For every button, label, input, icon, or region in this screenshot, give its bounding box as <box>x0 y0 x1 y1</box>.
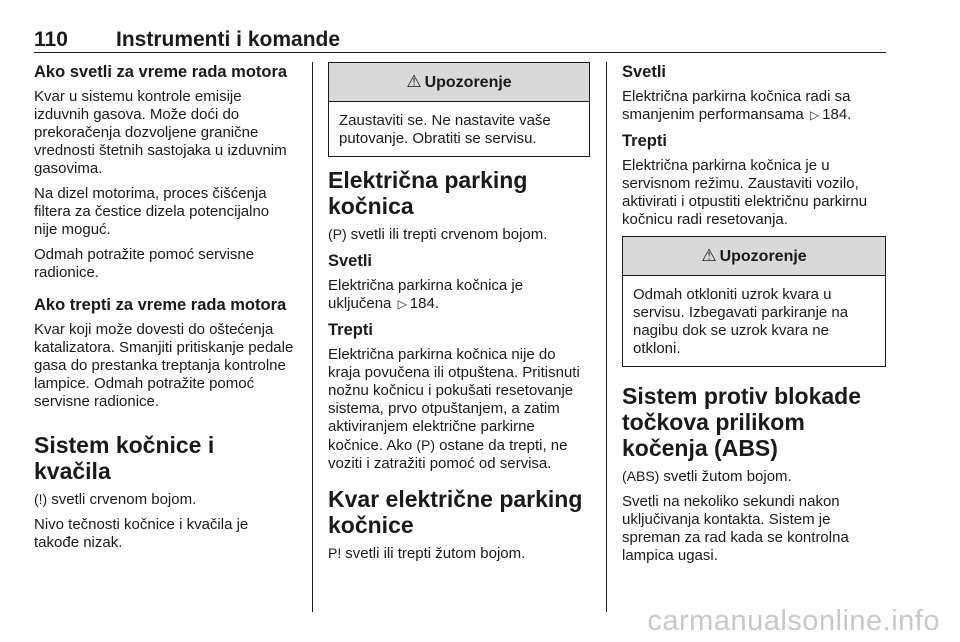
column-divider-right <box>606 62 607 612</box>
reduced-performance-text: Električna parkirna kočnica radi sa smanjenim performansama <box>622 88 851 123</box>
epb-flashing-text: Električna parkirna kočnica nije do kraja povučena ili otpuštena. Pritisnuti nožnu kočnicu i pokušati resetovanje sistema, prvo otpuštanjem, a zatim aktiviranjem električne parkirne kočnice. Ako <box>328 346 580 454</box>
epb-fault-lamp-text: svetli ili trepti žutom bojom. <box>345 545 526 562</box>
page-title: Instrumenti i komande <box>116 28 341 51</box>
epb-engaged-text: Električna parkirna kočnica je uključena <box>328 277 524 312</box>
paragraph-epb-fault-lamp <box>328 544 590 563</box>
page-number: 110 <box>34 28 68 51</box>
paragraph-epb-flashing <box>328 346 590 473</box>
paragraph-epb-engaged <box>328 277 590 313</box>
brake-warning-icon: (!) <box>34 491 48 507</box>
warning-title: Upozorenje <box>424 74 512 91</box>
parking-brake-fault-icon: P! <box>328 545 342 561</box>
paragraph-seek-service: Odmah potražite pomoć servisne radionice. <box>34 246 255 281</box>
page-reference-icon: ▷ <box>397 297 407 311</box>
paragraph-reduced-performance <box>622 88 886 124</box>
paragraph-brake-lamp <box>34 490 296 509</box>
section-brake-clutch: Sistem kočnice i kvačila <box>34 432 215 484</box>
warning-box-stop <box>328 62 590 157</box>
warning-text: Odmah otkloniti uzrok kvara u servisu. Izbegavati parkiranje na nagibu dok se uzrok kvara ne otkloni. <box>633 286 849 357</box>
warning-triangle-icon: ⚠ <box>406 72 422 91</box>
warning-text: Zaustaviti se. Ne nastavite vaše putovanje. Obratiti se servisu. <box>339 112 551 147</box>
column-2 <box>328 62 590 570</box>
column-1 <box>34 62 296 559</box>
column-3 <box>622 62 886 572</box>
epb-flashing-text-end: ostane da trepti, ne voziti i zatražiti pomoć od servisa. <box>328 437 568 472</box>
watermark: carmanualsonline.info <box>647 605 940 637</box>
heading-lit: Svetli <box>622 63 667 81</box>
paragraph-emission-fault: Kvar u sistemu kontrole emisije izduvnih gasova. Može doći do prekoračenja dozvoljene granične vrednosti štetnih sastojaka u izduvnim gasovima. <box>34 88 287 177</box>
paragraph-diesel-filter: Na dizel motorima, proces čišćenja filtera za čestice dizela potencijalno nije moguć. <box>34 185 270 238</box>
warning-header <box>623 237 885 276</box>
page-reference: 184. <box>822 106 852 123</box>
heading-engine-flashing: Ako trepti za vreme rada motora <box>34 296 287 314</box>
warning-triangle-icon: ⚠ <box>701 246 717 265</box>
section-epb-fault: Kvar električne parking kočnice <box>328 486 583 538</box>
paragraph-abs-lamp <box>622 467 886 486</box>
paragraph-service-mode: Električna parkirna kočnica je u servisnom režimu. Zaustaviti vozilo, aktivirati i otpustiti električnu parkirnu kočnicu radi resetovanja. <box>622 157 868 228</box>
heading-lit: Svetli <box>328 252 373 270</box>
brake-lamp-text: svetli crvenom bojom. <box>51 491 197 508</box>
heading-flashing: Trepti <box>328 321 373 339</box>
parking-brake-icon: (P) <box>416 437 436 453</box>
page-reference: 184. <box>409 295 439 312</box>
paragraph-fluid-level: Nivo tečnosti kočnice i kvačila je takođe nizak. <box>34 516 249 551</box>
warning-box-fault <box>622 236 886 367</box>
parking-brake-icon: (P) <box>328 226 347 242</box>
section-abs: Sistem protiv blokade točkova prilikom kočenja (ABS) <box>622 383 862 461</box>
page-header <box>34 28 886 53</box>
warning-title: Upozorenje <box>719 248 807 265</box>
heading-flashing: Trepti <box>622 132 667 150</box>
warning-header <box>329 63 589 102</box>
abs-icon: (ABS) <box>622 468 660 484</box>
section-electric-parking-brake: Električna parking kočnica <box>328 167 528 219</box>
paragraph-epb-lamp <box>328 225 590 244</box>
paragraph-abs-startup: Svetli na nekoliko sekundi nakon uključivanja kontakta. Sistem je spreman za rad kada se kontrolna lampica ugasi. <box>622 493 849 564</box>
abs-lamp-text: svetli žutom bojom. <box>663 468 792 485</box>
page-reference-icon: ▷ <box>809 108 820 122</box>
paragraph-catalyst-damage: Kvar koji može dovesti do oštećenja katalizatora. Smanjiti pritiskanje pedale gasa do prestanka treptanja kontrolne lampice. Odmah potražite pomoć servisne radionice. <box>34 321 294 410</box>
epb-lamp-text: svetli ili trepti crvenom bojom. <box>350 226 548 243</box>
column-divider-left <box>312 62 313 612</box>
heading-engine-lit: Ako svetli za vreme rada motora <box>34 63 288 81</box>
